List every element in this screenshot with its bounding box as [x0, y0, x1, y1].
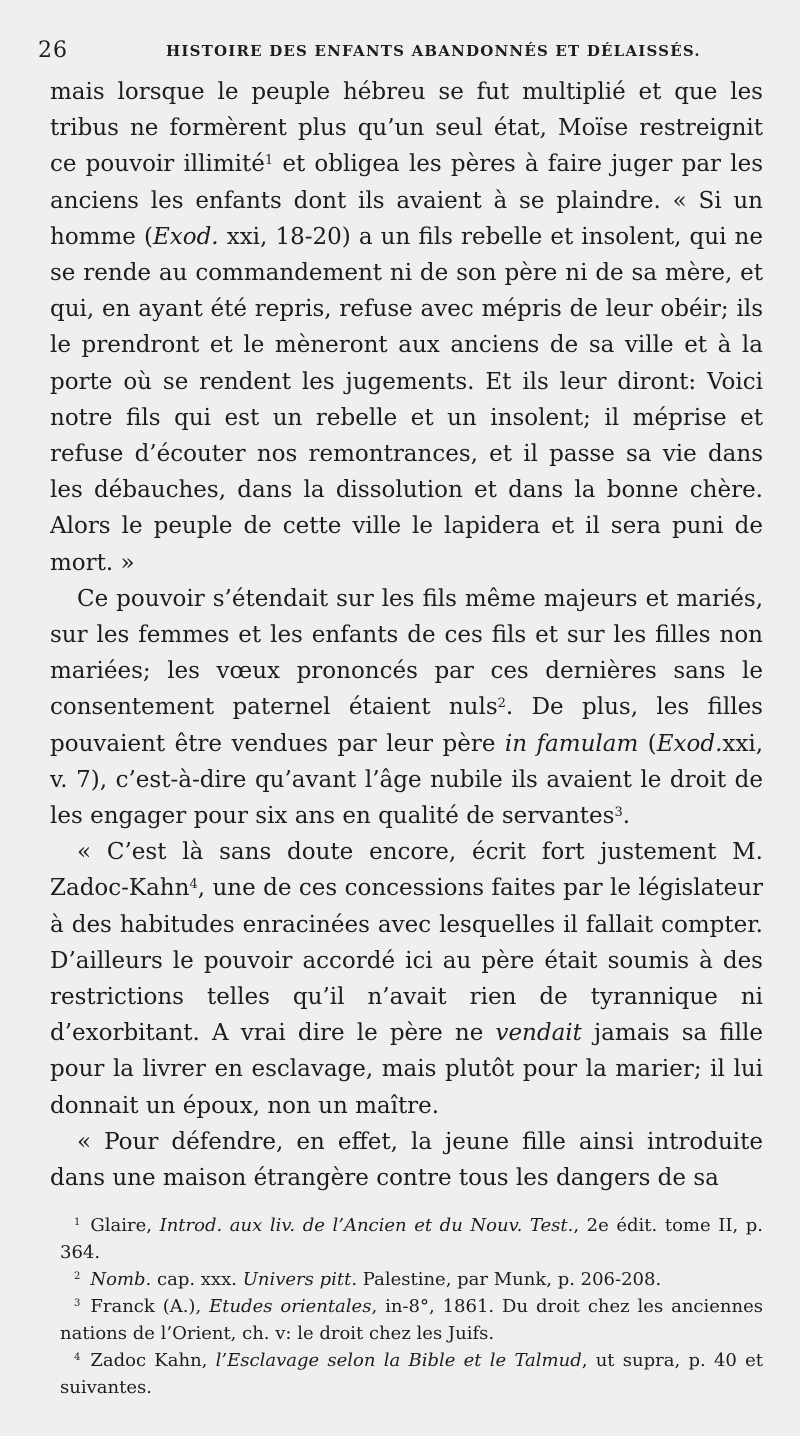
main-text: [50, 74, 763, 1196]
footnote-4: $^4$ Zadoc Kahn, l’Esclavage selon la Bible et le Talmud, ut supra, p. 40 et suivantes.: [60, 1350, 763, 1398]
exodus-reference: Exod.: [152, 223, 219, 250]
footnote-number: 1: [74, 1217, 81, 1228]
footnote-ref-4: 4: [189, 877, 198, 893]
paragraph-2: Ce pouvoir s’étendait sur les fils même majeurs et mariés, sur les femmes et les enfants de ces fils et sur les filles non mariées; les vœux prononcés par ces dernières sans le consentement paternel étaient nuls$^2$. De plus, les filles pouvaient être vendues par leur père in famulam (Exod.xxi, v. 7), c’est-à-dire qu’avant l’âge nubile ils avaient le droit de les engager pour six ans en qualité de servantes$^3$.: [50, 585, 763, 830]
paragraph-1: mais lorsque le peuple hébreu se fut multiplié et que les tribus ne formèrent plus qu’un seul état, Moïse restreignit ce pouvoir illimité$^1$ et obligea les pères à faire juger par les anciens les enfants dont ils avaient à se plaindre. « Si un homme (Exod. xxi, 18-20) a un fils rebelle et insolent, qui ne se rende au commandement ni de son père ni de sa mère, et qui, en ayant été repris, refuse avec mépris de leur obéir; ils le prendront et le mèneront aux anciens de sa ville et à la porte où se rendent les jugements. Et ils leur diront: Voici notre fils qui est un rebelle et un insolent; il méprise et refuse d’écouter nos remontrances, et il passe sa vie dans les débauches, dans la dissolution et dans la bonne chère. Alors le peuple de cette ville le lapidera et il sera puni de mort. »: [50, 79, 763, 576]
page-header: [38, 38, 758, 70]
footnote-ref-3: 3: [614, 804, 623, 820]
footnotes: [60, 1212, 763, 1401]
running-title: HISTOIRE DES ENFANTS ABANDONNÉS ET DÉLAISSÉS.: [166, 42, 701, 60]
latin-phrase: in famulam: [504, 730, 639, 757]
footnote-number: 2: [74, 1271, 81, 1282]
exodus-reference: Exod.: [656, 730, 723, 757]
footnote-2: $^2$ Nomb. cap. xxx. Univers pitt. Palestine, par Munk, p. 206-208.: [74, 1269, 662, 1290]
footnote-ref-2: 2: [497, 696, 506, 712]
paragraph-3: « C’est là sans doute encore, écrit fort justement M. Zadoc-Kahn$^4$, une de ces concessions faites par le législateur à des habitudes enracinées avec lesquelles il fallait compter. D’ailleurs le pouvoir accordé ici au père était soumis à des restrictions telles qu’il n’avait rien de tyrannique ni d’exorbitant. A vrai dire le père ne vendait jamais sa fille pour la livrer en esclavage, mais plutôt pour la marier; il lui donnait un époux, non un maître.: [50, 839, 763, 1119]
footnote-number: 4: [74, 1352, 81, 1363]
footnote-ref-1: 1: [264, 153, 274, 169]
footnote-number: 3: [74, 1298, 81, 1309]
footnote-3: $^3$ Franck (A.), Etudes orientales, in-8°, 1861. Du droit chez les anciennes nations de l’Orient, ch. v: le droit chez les Juifs.: [60, 1296, 763, 1344]
page-number: 26: [38, 38, 68, 63]
paragraph-4: « Pour défendre, en effet, la jeune fille ainsi introduite dans une maison étrangère contre tous les dangers de sa: [50, 1128, 763, 1192]
emphasized-word: vendait: [495, 1020, 582, 1047]
footnote-1: $^1$ Glaire, Introd. aux liv. de l’Ancien et du Nouv. Test., 2e édit. tome II, p. 364.: [60, 1215, 764, 1263]
